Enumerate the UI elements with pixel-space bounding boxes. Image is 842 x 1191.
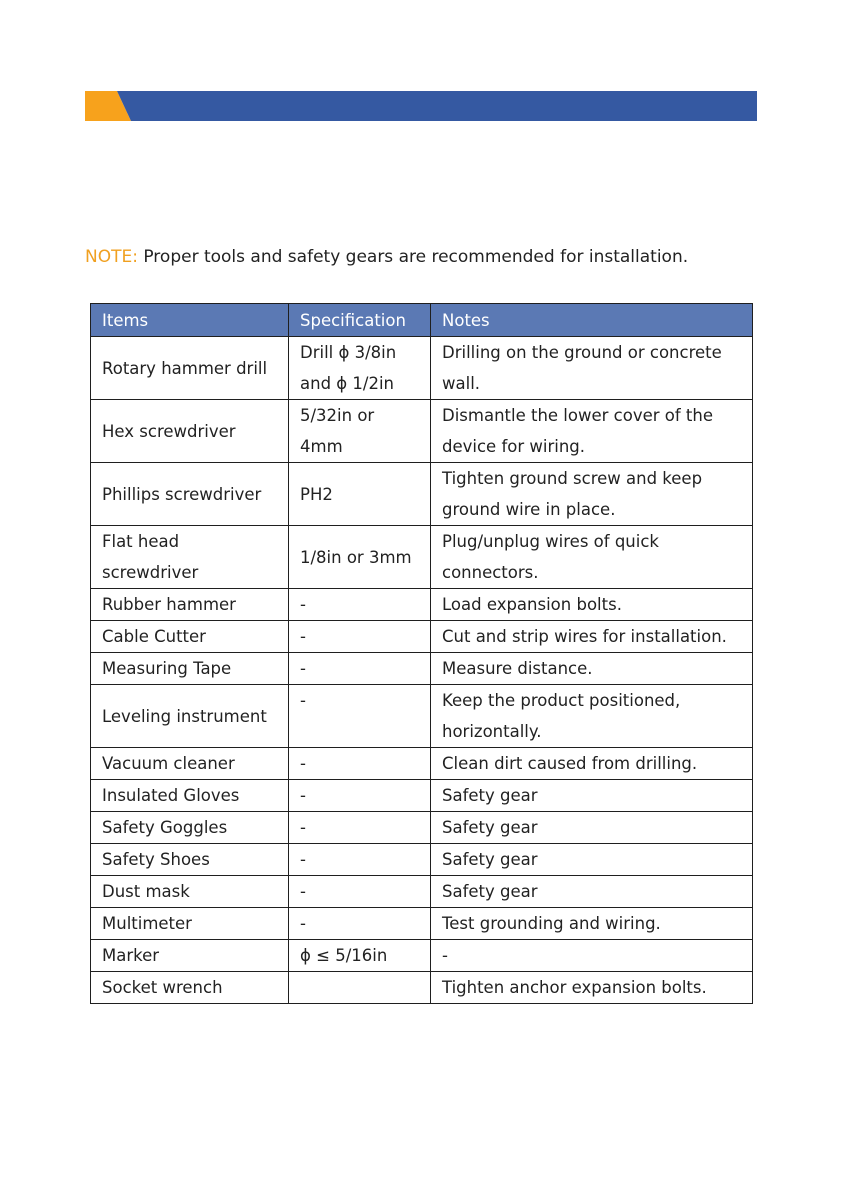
note-label: NOTE: xyxy=(85,247,138,267)
table-row xyxy=(91,526,753,589)
table-row xyxy=(91,940,753,972)
column-header-specification: Specification xyxy=(289,304,431,337)
spec-cell: 1/8in or 3mm xyxy=(289,526,431,589)
notes-cell: Safety gear xyxy=(431,812,753,844)
installation-note xyxy=(85,245,688,269)
notes-cell: Safety gear xyxy=(431,844,753,876)
table-row xyxy=(91,463,753,526)
item-cell: Safety Shoes xyxy=(91,844,289,876)
spec-cell: - xyxy=(289,876,431,908)
notes-cell: Tighten ground screw and keep ground wire in place. xyxy=(431,463,753,526)
spec-cell: 5/32in or 4mm xyxy=(289,400,431,463)
notes-cell: Load expansion bolts. xyxy=(431,589,753,621)
notes-cell: Safety gear xyxy=(431,876,753,908)
spec-cell: - xyxy=(289,685,431,748)
table-row xyxy=(91,400,753,463)
table-row xyxy=(91,780,753,812)
notes-cell: Drilling on the ground or concrete wall. xyxy=(431,337,753,400)
spec-cell: - xyxy=(289,589,431,621)
table-row xyxy=(91,589,753,621)
table-row xyxy=(91,653,753,685)
note-text: Proper tools and safety gears are recommended for installation. xyxy=(137,247,689,267)
notes-cell: - xyxy=(431,940,753,972)
item-cell: Socket wrench xyxy=(91,972,289,1004)
table-row xyxy=(91,876,753,908)
notes-cell: Plug/unplug wires of quick connectors. xyxy=(431,526,753,589)
table-row xyxy=(91,812,753,844)
item-cell: Marker xyxy=(91,940,289,972)
spec-cell: PH2 xyxy=(289,463,431,526)
item-cell: Flat head screwdriver xyxy=(91,526,289,589)
item-cell: Multimeter xyxy=(91,908,289,940)
notes-cell: Measure distance. xyxy=(431,653,753,685)
notes-cell: Tighten anchor expansion bolts. xyxy=(431,972,753,1004)
spec-cell: - xyxy=(289,653,431,685)
item-cell: Cable Cutter xyxy=(91,621,289,653)
item-cell: Phillips screwdriver xyxy=(91,463,289,526)
spec-cell: - xyxy=(289,812,431,844)
notes-cell: Safety gear xyxy=(431,780,753,812)
header-bar-graphic xyxy=(85,91,757,121)
table-row xyxy=(91,972,753,1004)
notes-cell: Clean dirt caused from drilling. xyxy=(431,748,753,780)
spec-cell: - xyxy=(289,780,431,812)
item-cell: Dust mask xyxy=(91,876,289,908)
item-cell: Safety Goggles xyxy=(91,812,289,844)
notes-cell: Keep the product positioned, horizontally. xyxy=(431,685,753,748)
column-header-items: Items xyxy=(91,304,289,337)
table-row xyxy=(91,844,753,876)
notes-cell: Test grounding and wiring. xyxy=(431,908,753,940)
spec-cell: - xyxy=(289,748,431,780)
item-cell: Leveling instrument xyxy=(91,685,289,748)
item-cell: Vacuum cleaner xyxy=(91,748,289,780)
spec-cell: - xyxy=(289,844,431,876)
notes-cell: Cut and strip wires for installation. xyxy=(431,621,753,653)
table-row xyxy=(91,748,753,780)
spec-cell: ϕ ≤ 5/16in xyxy=(289,940,431,972)
spec-cell: Drill ϕ 3/8in and ϕ 1/2in xyxy=(289,337,431,400)
item-cell: Rotary hammer drill xyxy=(91,337,289,400)
spec-cell xyxy=(289,972,431,1004)
item-cell: Insulated Gloves xyxy=(91,780,289,812)
spec-cell: - xyxy=(289,621,431,653)
tools-table xyxy=(90,303,753,1004)
table-row xyxy=(91,621,753,653)
table-row xyxy=(91,337,753,400)
table-row xyxy=(91,685,753,748)
column-header-notes: Notes xyxy=(431,304,753,337)
header-bar xyxy=(85,91,757,121)
item-cell: Hex screwdriver xyxy=(91,400,289,463)
notes-cell: Dismantle the lower cover of the device for wiring. xyxy=(431,400,753,463)
header-band xyxy=(117,91,757,121)
spec-cell: - xyxy=(289,908,431,940)
table-row xyxy=(91,908,753,940)
item-cell: Measuring Tape xyxy=(91,653,289,685)
item-cell: Rubber hammer xyxy=(91,589,289,621)
table-header-row xyxy=(91,304,753,337)
